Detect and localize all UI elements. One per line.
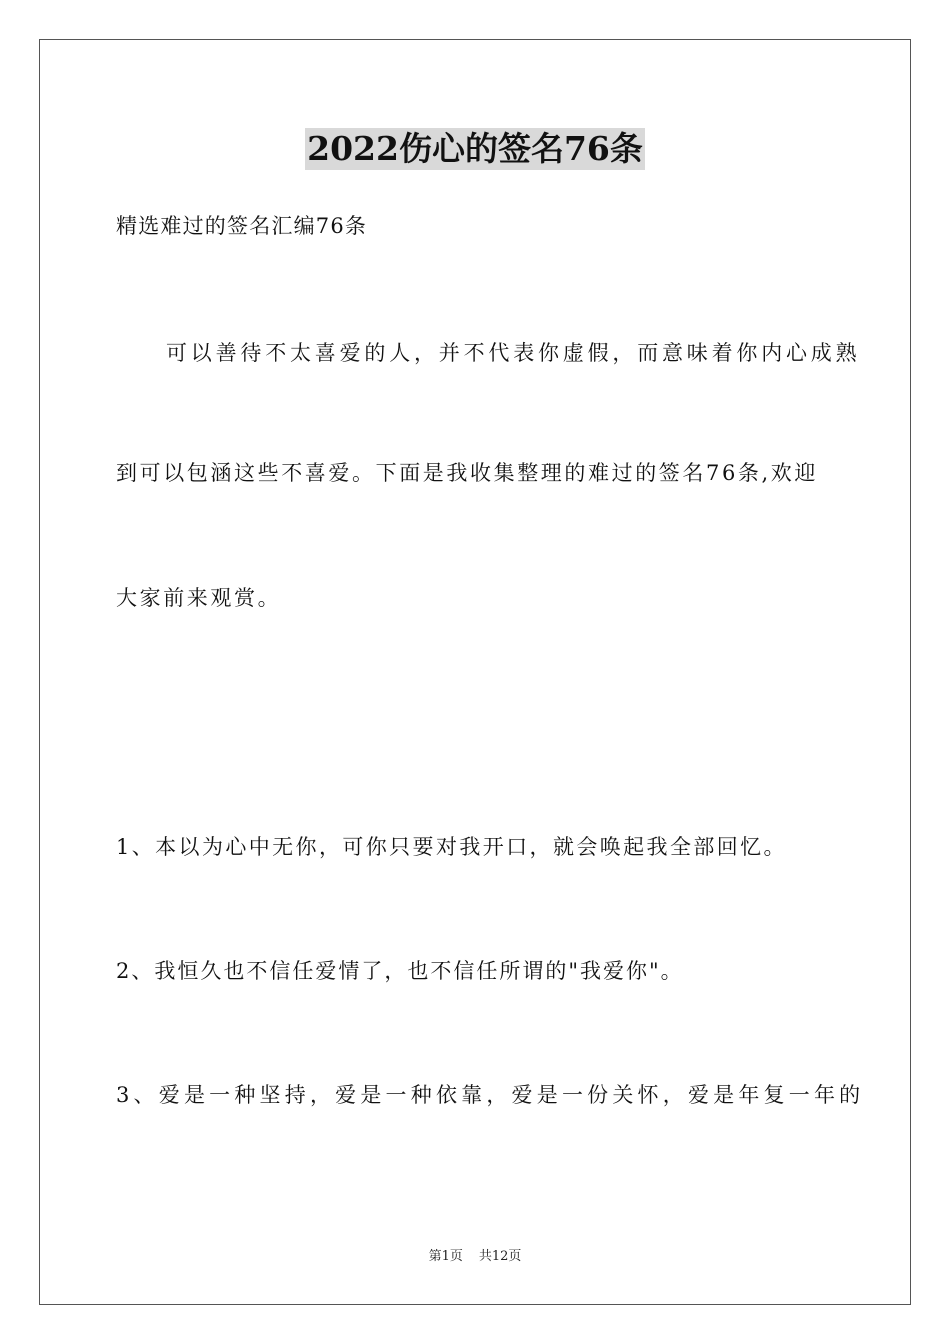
- title-container: [0, 128, 950, 170]
- page-number-current: 第1页: [428, 1249, 463, 1264]
- list-item-2: 2、我恒久也不信任爱情了，也不信任所谓的"我爱你"。: [116, 959, 684, 983]
- intro-line-1: 可以善待不太喜爱的人，并不代表你虚假，而意味着你内心成熟: [166, 341, 861, 365]
- list-item-1: 1、本以为心中无你，可你只要对我开口，就会唤起我全部回忆。: [116, 835, 787, 859]
- document-title: 2022伤心的签名76条: [307, 129, 643, 168]
- list-item-3: 3、爱是一种坚持，爱是一种依靠，爱是一份关怀，爱是年复一年的: [116, 1083, 865, 1107]
- page-number-total: 共12页: [478, 1249, 522, 1264]
- page-footer: [0, 1248, 950, 1266]
- document-subtitle: 精选难过的签名汇编76条: [116, 214, 368, 238]
- intro-line-3: 大家前来观赏。: [116, 586, 282, 610]
- intro-line-2: 到可以包涵这些不喜爱。下面是我收集整理的难过的签名76条,欢迎: [116, 461, 818, 485]
